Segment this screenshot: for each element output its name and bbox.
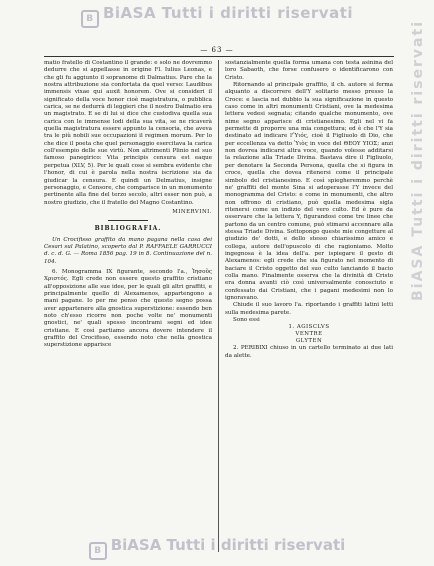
section-heading: BIBLIOGRAFIA. — [94, 225, 162, 233]
right-column — [225, 60, 393, 360]
bibliography-entry: Un Crocifisso graffito da mano pagana nella casa dei Cesari sul Palatino, scoperto dal P. RAFFAELE GARRUCCI d. c. d. G. — Roma 1856 pag. 19 in 8. Continuazione del n. 104. — [44, 236, 212, 265]
watermark-side: BiASA Tutti i diritti riservati — [410, 20, 426, 301]
inscription-line-2: VENTRE — [295, 331, 323, 338]
watermark-top: B BiASA Tutti i diritti riservati — [0, 4, 434, 28]
section-separator — [108, 220, 148, 221]
inscription-line-3: GLYTEN — [295, 338, 323, 345]
author-signature: MINERVINI. — [172, 208, 212, 215]
column-divider — [218, 60, 219, 552]
page-number: — 63 — — [200, 46, 234, 54]
right-intro: Sono essi — [233, 317, 260, 324]
right-paragraph-1: sostanzialmente quella forma umana con testa asinina del loro Sabaoth, che forse confusero o identificarono con Cristo. — [225, 60, 393, 81]
biasa-logo-icon-bottom: B — [89, 542, 107, 560]
left-paragraph-2: 6. Monogramma IX figurante, secondo l'a., Ἰησοῦς Χριστός. Egli crede non essere questo graffito cristiano all'opposizione alle sue idee, per le quali gli altri graffiti, e principalmente quello di Alexamenos, appartengono a mani pagane. Io per me penso che questo segno possa aver appartenere alla gnostica superstizione: essendo ben noto ch'esso ricorre non poche volte ne' monumenti gnostici, ne' quali spesso incontrami segni ed idee cristiane. E così partiamo ancora dovere intendere il graffito del Crocifisso, essendo noto che nella gnostica superstizione apparisce — [44, 268, 212, 349]
right-paragraph-4: 2. PERIBIXI chiuso in un cartello terminato ai due lati da alette. — [225, 345, 393, 359]
header-rule — [44, 56, 394, 57]
right-paragraph-3: Chiude il suo lavoro l'a. riportando i graffiti latini letti sulla medesima parete. — [225, 302, 393, 316]
biasa-logo-icon: B — [81, 10, 99, 28]
left-paragraph-1: matio fratello di Costantino il grande: e solo ne dovremmo dedurre che si appellasse in origine Fl. Iulius Leonas, e che gli fu aggiunto il sopranome di Dalmatius. Pare che la nostra attribuzione sia confortata da quel verso: Laudibus immensis vixae qui auxit honorem. Ove si consideri il significato della voce honor cioè magistratura, o pubblica carica, se ne dedurrà di leggieri che il nostro Dalmatio era un magistrato. E se di lui si dice che custodiva quella sua carica con le immense lodi della sua vita, se ne ricaverà quella magistratura essere appunto la censoria, che aveva tra le più nobili sue occupazioni il regimen morum. Per lo che dice il poeta che quel personaggio esercitava la carica coll'esempio delle sue virtù. Non altrimenti Plinio nel suo famoso panegirico: Vita principis censura est eaque perpetua (XLV, 5). Per le quali cose si sembra evidente che l'honor, di cui è parola nella nostra iscrizione sia da giudicar la censura. E quindi un Delmatius, insigne personaggio, e Censore, che comparisce in un monumento pertinente alla fine del terzo secolo, altri esser non può, a nostro giudizio, che il fratello del Magno Costantino. — [44, 60, 212, 206]
right-paragraph-2: Ritornando al principale graffito, il ch. autore si ferma alquanto a discorrere dell'Y solitario messo presso la Croce: e lascia nel dubbio la sua significazione in questo caso come in altri monumenti Cristiani, ove la medesima lettera vedesi segnata; citando qualche monumento, ove nime segno apparisce di cristianesimo. Egli nel vi fa permette di proporre una mia congettura; ed è che l'Y sia destinato ad indicare l'Ὑιός, cioè il Figliuolo di Dio, che per eccellenza va detto Ὑιὸς in voce del ΘΕΟΥ ΥΙΟΣ; anzi non dovrea indicarsi altra voce, quando volesse additarsi la relazione alla Triade Divina. Bastava dire il Figliuolo, per denotare la Seconda Persona, quella che si figura in croce, quella che dovea ritenersi come il principale simbolo del cristianesimo. E così spiegheremmo perchè ne' graffiti del monte Sina si adoperasse l'Y invece del monogramma del Cristo: e come in monumenti, che altro non offrono di cristiano, può quella medesima sigla ritenersi come un indizio del vero culto. Ed è pure da osservare che la lettera Y, figurandosi come tre linee che partono da un centro comune, può stimarsi accennare alla stessa Triade Divina. Sottopongo queste mie congetture al giudizio de' dotti, e dello stesso chiarissimo amico e collega, autore dell'opuscolo di che ragioniamo. Molto ingegnosa è la idea dell'a. per ispiegare il gesto di Alexamenos: egli crede che sia figurato nel momento di baciare il Cristo oggetto del suo culto lanciando il bacio colla mano. Finalmente osserva che la divinità di Cristo era donna avanti ciò così universalmente conosciuto e confessato dai Cristiani, che i pagani medesimi non lo ignoravano. — [225, 82, 393, 301]
inscription-line-1: 1. AGISCLVS — [288, 324, 330, 331]
left-column — [44, 60, 212, 350]
watermark-bottom: B BiASA Tutti i diritti riservati — [0, 536, 434, 560]
